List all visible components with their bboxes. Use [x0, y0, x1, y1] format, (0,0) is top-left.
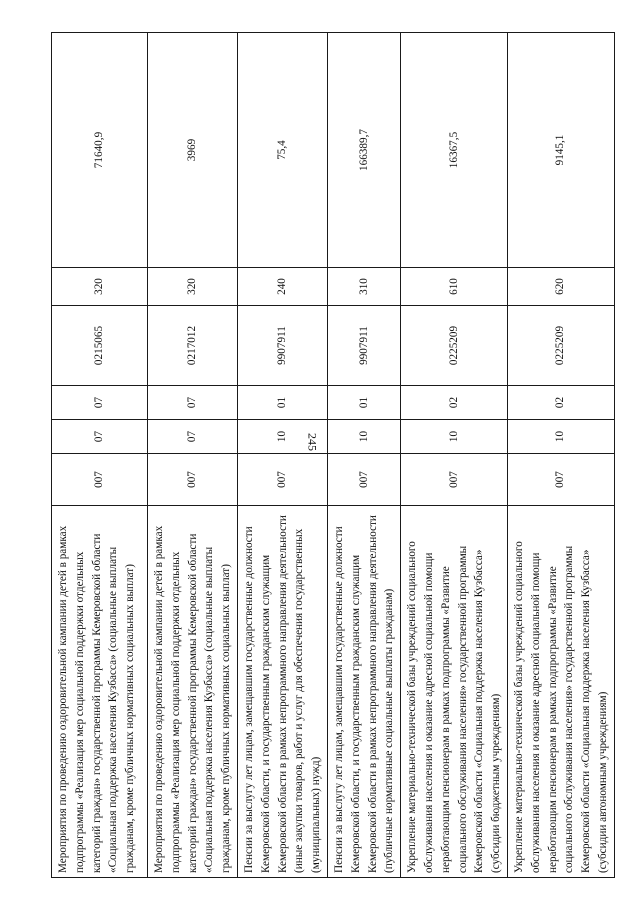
table-row — [52, 33, 148, 878]
section-code: 10 — [507, 420, 614, 454]
expense-type-code: 320 — [148, 268, 238, 306]
section-code: 10 — [327, 420, 400, 454]
grbs-code: 007 — [148, 454, 238, 506]
table-row — [507, 33, 614, 878]
row-description: Пенсии за выслугу лет лицам, замещавшим государственные должности Кемеровской области, и государственным гражданским служащим Кемеровской области в рамках непрограммного направления деятельности (публичные нормативные социальные выплаты гражданам) — [327, 506, 400, 878]
budget-table — [51, 32, 615, 878]
expense-type-code: 620 — [507, 268, 614, 306]
subsection-code: 07 — [148, 386, 238, 420]
grbs-code: 007 — [52, 454, 148, 506]
page-number: 245 — [305, 433, 320, 451]
row-description: Укрепление материально-технической базы учреждений социального обслуживания населения и оказание адресной социальной помощи неработающим пенсионерам в рамках подпрограммы «Развитие социального обслуживания населения» государственной программы Кемеровской области «Социальная поддержка населения Кузбасса» (субсидии бюджетным учреждениям) — [401, 506, 508, 878]
amount: 71640,9 — [52, 33, 148, 268]
amount: 9145,1 — [507, 33, 614, 268]
table-row — [148, 33, 238, 878]
expense-type-code: 320 — [52, 268, 148, 306]
grbs-code: 007 — [237, 454, 327, 506]
row-description: Пенсии за выслугу лет лицам, замещавшим государственные должности Кемеровской области, и государственным гражданским служащим Кемеровской области в рамках непрограммного направления деятельности (иные закупки товаров, работ и услуг для обеспечения государственных (муниципальных) нужд) — [237, 506, 327, 878]
amount: 75,4 — [237, 33, 327, 268]
rotated-table-frame — [51, 33, 609, 878]
row-description: Мероприятия по проведению оздоровительной кампании детей в рамках подпрограммы «Реализация мер социальной поддержки отдельных категорий граждан» государственной программы Кемеровской области «Социальная поддержка населения Кузбасса» (социальные выплаты гражданам, кроме публичных нормативных социальных выплат) — [52, 506, 148, 878]
section-code: 10 — [237, 420, 327, 454]
grbs-code: 007 — [507, 454, 614, 506]
expense-type-code: 240 — [237, 268, 327, 306]
expense-type-code: 310 — [327, 268, 400, 306]
section-code: 07 — [52, 420, 148, 454]
section-code: 10 — [401, 420, 508, 454]
subsection-code: 02 — [507, 386, 614, 420]
budget-table-container — [51, 33, 609, 878]
table-row — [237, 33, 327, 878]
subsection-code: 07 — [52, 386, 148, 420]
target-article-code: 0225209 — [507, 306, 614, 386]
row-description: Укрепление материально-технической базы учреждений социального обслуживания населения и оказание адресной социальной помощи неработающим пенсионерам в рамках подпрограммы «Развитие социального обслуживания населения» государственной программы Кемеровской области «Социальная поддержка населения Кузбасса» (субсидии автономным учреждениям) — [507, 506, 614, 878]
target-article-code: 9907911 — [237, 306, 327, 386]
target-article-code: 0217012 — [148, 306, 238, 386]
target-article-code: 0215065 — [52, 306, 148, 386]
grbs-code: 007 — [401, 454, 508, 506]
subsection-code: 01 — [237, 386, 327, 420]
amount: 16367,5 — [401, 33, 508, 268]
row-description: Мероприятия по проведению оздоровительной кампании детей в рамках подпрограммы «Реализация мер социальной поддержки отдельных категорий граждан» государственной программы Кемеровской области «Социальная поддержка населения Кузбасса» (социальные выплаты гражданам, кроме публичных нормативных социальных выплат) — [148, 506, 238, 878]
amount: 166389,7 — [327, 33, 400, 268]
subsection-code: 02 — [401, 386, 508, 420]
table-row — [401, 33, 508, 878]
table-row — [327, 33, 400, 878]
subsection-code: 01 — [327, 386, 400, 420]
grbs-code: 007 — [327, 454, 400, 506]
target-article-code: 9907911 — [327, 306, 400, 386]
amount: 3969 — [148, 33, 238, 268]
expense-type-code: 610 — [401, 268, 508, 306]
section-code: 07 — [148, 420, 238, 454]
target-article-code: 0225209 — [401, 306, 508, 386]
